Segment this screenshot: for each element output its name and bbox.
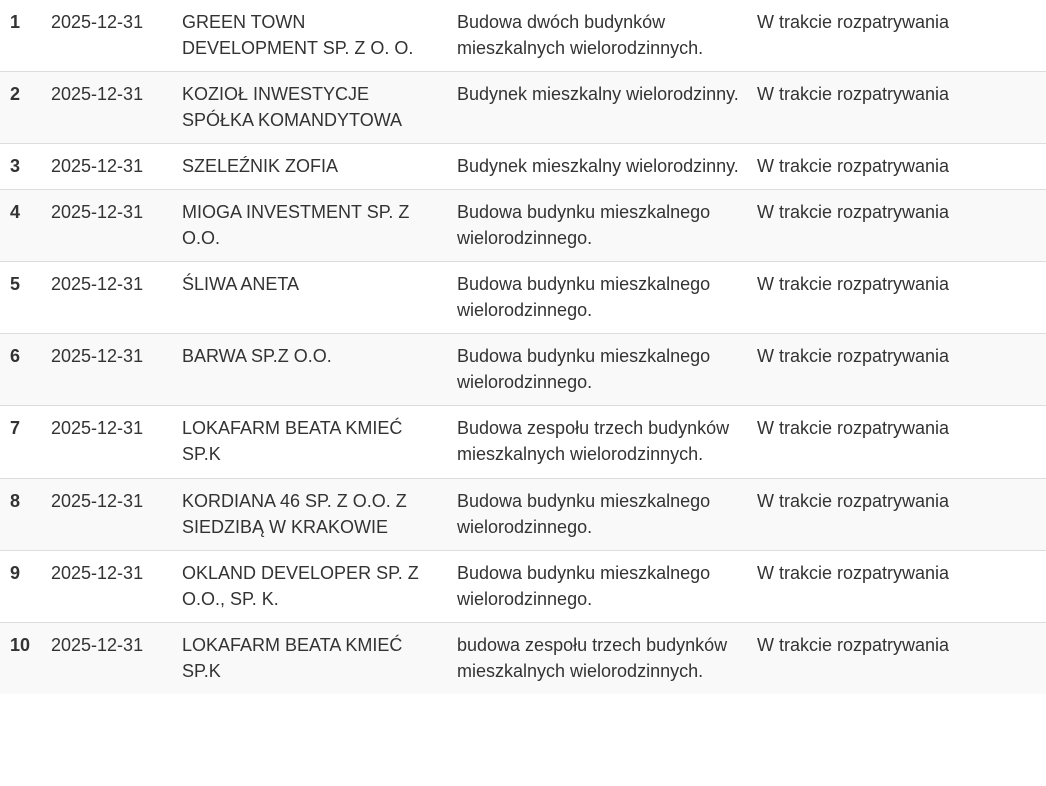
table-row	[0, 334, 1046, 406]
row-investor: SZELEŹNIK ZOFIA	[182, 156, 339, 176]
row-number: 5	[10, 274, 21, 294]
table-row	[0, 0, 1046, 72]
row-number: 3	[10, 156, 21, 176]
row-investor: KORDIANA 46 SP. Z O.O. Z SIEDZIBĄ W KRAKOWIE	[182, 491, 407, 537]
row-number: 7	[10, 418, 21, 438]
row-status: W trakcie rozpatrywania	[757, 418, 950, 438]
row-description: Budowa zespołu trzech budynków mieszkalnych wielorodzinnych.	[457, 418, 730, 464]
row-date: 2025-12-31	[51, 635, 144, 655]
table-row	[0, 479, 1046, 551]
row-status: W trakcie rozpatrywania	[757, 635, 950, 655]
row-investor: BARWA SP.Z O.O.	[182, 346, 332, 366]
row-date: 2025-12-31	[51, 563, 144, 583]
row-number: 4	[10, 202, 21, 222]
table-row	[0, 144, 1046, 190]
table-row	[0, 551, 1046, 623]
row-description: Budowa budynku mieszkalnego wielorodzinnego.	[457, 491, 711, 537]
row-number: 2	[10, 84, 21, 104]
row-date: 2025-12-31	[51, 12, 144, 32]
row-date: 2025-12-31	[51, 491, 144, 511]
row-description: Budowa budynku mieszkalnego wielorodzinnego.	[457, 274, 711, 320]
row-description: Budowa budynku mieszkalnego wielorodzinnego.	[457, 202, 711, 248]
row-status: W trakcie rozpatrywania	[757, 563, 950, 583]
row-status: W trakcie rozpatrywania	[757, 202, 950, 222]
row-description: Budowa budynku mieszkalnego wielorodzinnego.	[457, 563, 711, 609]
row-description: Budowa budynku mieszkalnego wielorodzinnego.	[457, 346, 711, 392]
row-date: 2025-12-31	[51, 274, 144, 294]
row-number: 9	[10, 563, 21, 583]
row-investor: OKLAND DEVELOPER SP. Z O.O., SP. K.	[182, 563, 419, 609]
row-investor: ŚLIWA ANETA	[182, 274, 300, 294]
row-date: 2025-12-31	[51, 84, 144, 104]
row-status: W trakcie rozpatrywania	[757, 84, 950, 104]
row-number: 10	[10, 635, 31, 655]
table-row	[0, 262, 1046, 334]
row-investor: MIOGA INVESTMENT SP. Z O.O.	[182, 202, 410, 248]
table-row	[0, 72, 1046, 144]
row-date: 2025-12-31	[51, 202, 144, 222]
row-date: 2025-12-31	[51, 156, 144, 176]
row-investor: GREEN TOWN DEVELOPMENT SP. Z O. O.	[182, 12, 414, 58]
row-status: W trakcie rozpatrywania	[757, 346, 950, 366]
row-investor: LOKAFARM BEATA KMIEĆ SP.K	[182, 418, 403, 464]
row-description: Budowa dwóch budynków mieszkalnych wielorodzinnych.	[457, 12, 704, 58]
row-number: 1	[10, 12, 21, 32]
row-description: budowa zespołu trzech budynków mieszkalnych wielorodzinnych.	[457, 635, 728, 681]
row-status: W trakcie rozpatrywania	[757, 156, 950, 176]
row-status: W trakcie rozpatrywania	[757, 274, 950, 294]
table-row	[0, 406, 1046, 479]
row-date: 2025-12-31	[51, 346, 144, 366]
row-number: 8	[10, 491, 21, 511]
row-description: Budynek mieszkalny wielorodzinny.	[457, 84, 739, 104]
row-investor: KOZIOŁ INWESTYCJE SPÓŁKA KOMANDYTOWA	[182, 84, 403, 130]
row-status: W trakcie rozpatrywania	[757, 491, 950, 511]
row-status: W trakcie rozpatrywania	[757, 12, 950, 32]
row-description: Budynek mieszkalny wielorodzinny.	[457, 156, 739, 176]
row-date: 2025-12-31	[51, 418, 144, 438]
table-row	[0, 190, 1046, 262]
row-investor: LOKAFARM BEATA KMIEĆ SP.K	[182, 635, 403, 681]
table-row	[0, 623, 1046, 695]
row-number: 6	[10, 346, 21, 366]
